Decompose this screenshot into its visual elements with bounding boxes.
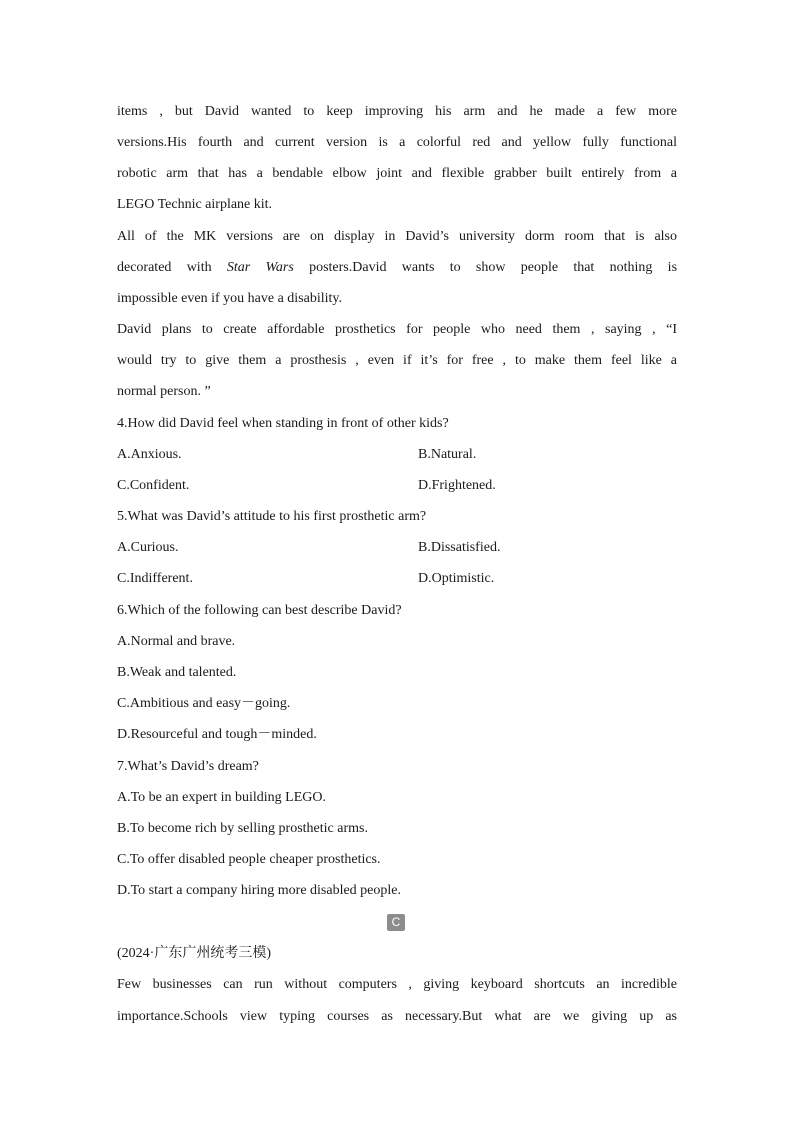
question-stem: 4.How did David feel when standing in front of other kids? xyxy=(117,416,449,431)
passage-line: Few businesses can run without computers , giving keyboard shortcuts an incredible xyxy=(117,977,677,992)
passage-line: LEGO Technic airplane kit. xyxy=(117,197,273,212)
option-a[interactable]: A.Normal and brave. xyxy=(117,634,236,649)
passage-text: decorated with xyxy=(117,260,212,275)
option-d[interactable]: D.Optimistic. xyxy=(418,571,495,586)
option-b[interactable]: B.To become rich by selling prosthetic arms. xyxy=(117,821,368,836)
passage-line: normal person. ” xyxy=(117,384,211,399)
option-a[interactable]: A.Anxious. xyxy=(117,447,182,462)
option-b[interactable]: B.Dissatisfied. xyxy=(418,540,501,555)
question-stem: 7.What’s David’s dream? xyxy=(117,759,259,774)
option-a[interactable]: A.To be an expert in building LEGO. xyxy=(117,790,326,805)
option-c[interactable]: C.Confident. xyxy=(117,478,190,493)
option-c[interactable]: C.Indifferent. xyxy=(117,571,193,586)
passage-line: impossible even if you have a disability. xyxy=(117,291,342,306)
option-b[interactable]: B.Weak and talented. xyxy=(117,665,237,680)
passage-line: versions.His fourth and current version is a colorful red and yellow fully functional xyxy=(117,135,677,150)
option-d[interactable]: D.Resourceful and tough－minded. xyxy=(117,727,317,742)
option-d[interactable]: D.To start a company hiring more disabled people. xyxy=(117,883,401,898)
option-row xyxy=(117,470,677,501)
option-row xyxy=(117,563,677,594)
passage-text: posters.David wants to show people that nothing is xyxy=(309,260,678,275)
option-b[interactable]: B.Natural. xyxy=(418,447,477,462)
question-stem: 6.Which of the following can best describe David? xyxy=(117,603,402,618)
section-badge: C xyxy=(387,914,405,931)
option-row xyxy=(117,439,677,470)
option-d[interactable]: D.Frightened. xyxy=(418,478,496,493)
italic-title: Star Wars xyxy=(226,260,294,275)
question-stem: 5.What was David’s attitude to his first prosthetic arm? xyxy=(117,509,427,524)
option-c[interactable]: C.To offer disabled people cheaper prosthetics. xyxy=(117,852,381,867)
passage-line: would try to give them a prosthesis , even if it’s for free , to make them feel like a xyxy=(117,353,677,368)
passage-line: David plans to create affordable prosthetics for people who need them , saying , “I xyxy=(117,322,677,337)
passage-line: items , but David wanted to keep improving his arm and he made a few more xyxy=(117,104,677,119)
passage-line: importance.Schools view typing courses as necessary.But what are we giving up as xyxy=(117,1009,677,1024)
passage-line xyxy=(117,252,677,283)
passage-line: robotic arm that has a bendable elbow joint and flexible grabber built entirely from a xyxy=(117,166,677,181)
option-a[interactable]: A.Curious. xyxy=(117,540,179,555)
passage-line: All of the MK versions are on display in David’s university dorm room that is also xyxy=(117,229,677,244)
source-note: (2024·广东广州统考三模) xyxy=(117,946,271,961)
option-row xyxy=(117,532,677,563)
option-c[interactable]: C.Ambitious and easy－going. xyxy=(117,696,291,711)
